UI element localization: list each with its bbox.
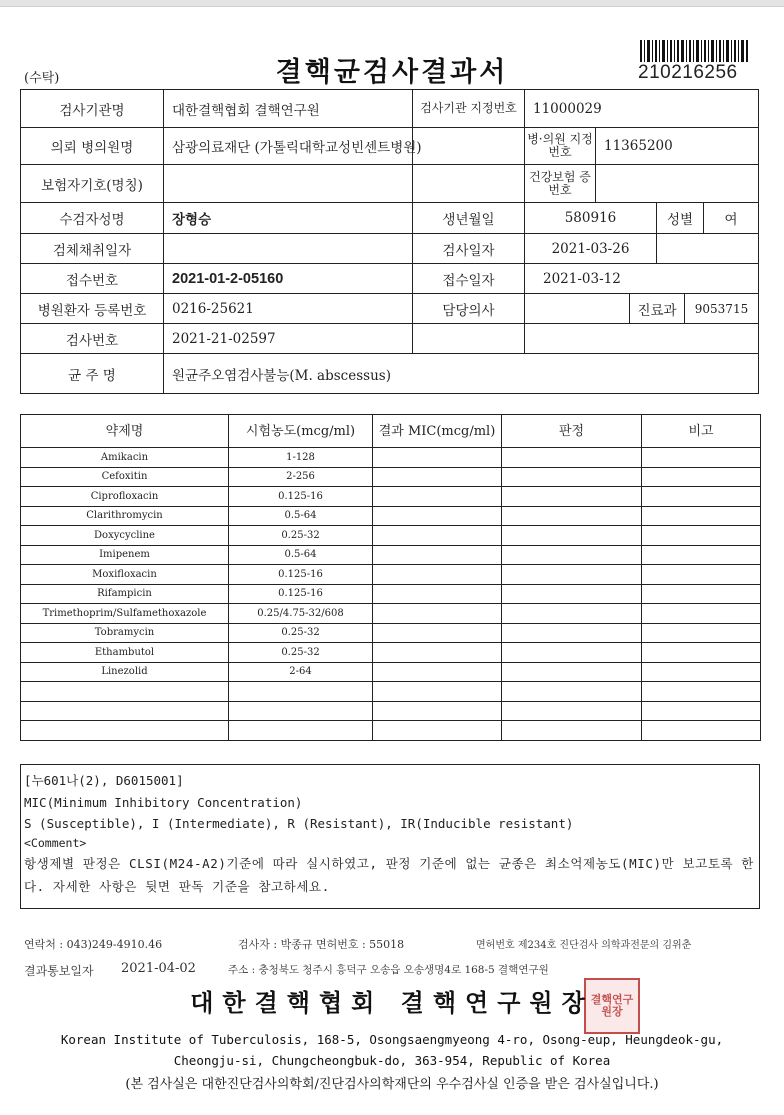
remarks-cell xyxy=(642,682,761,702)
judgement-cell xyxy=(502,565,642,585)
patient-name-label: 수검자성명 xyxy=(59,212,125,228)
receipt-date-value: 2021-03-12 xyxy=(543,270,621,287)
footer-phone: 연락처 : 043)249-4910.46 xyxy=(24,938,163,951)
patient-name-value: 장형승 xyxy=(172,212,212,227)
judgement-cell xyxy=(502,662,642,682)
drug-row xyxy=(21,448,761,468)
mic-result-cell xyxy=(373,467,502,487)
doctor-label: 담당의사 xyxy=(442,302,495,319)
notes-legend: S (Susceptible), I (Intermediate), R (Resistant), IR(Inducible resistant) xyxy=(24,816,574,831)
hospital-reg-label: 병원환자 등록번호 xyxy=(37,302,147,319)
page-title: 결핵균검사결과서 xyxy=(275,57,509,88)
remarks-cell xyxy=(642,701,761,721)
mic-result-cell xyxy=(373,662,502,682)
mic-result-cell xyxy=(373,448,502,468)
remarks-cell xyxy=(642,545,761,565)
barcode-graphic xyxy=(640,40,748,62)
header-remarks: 비고 xyxy=(642,415,761,448)
drug-name-cell xyxy=(21,682,229,702)
remarks-cell xyxy=(642,487,761,507)
footer-specialist: 면허번호 제234호 진단검사 의학과전문의 김위춘 xyxy=(476,940,692,951)
judgement-cell xyxy=(502,604,642,624)
insurer-value xyxy=(164,165,524,202)
drug-row xyxy=(21,604,761,624)
footer-examiner: 검사자 : 박종규 면허번호 : 55018 xyxy=(238,938,405,951)
drug-name-cell: Linezolid xyxy=(21,662,229,682)
drug-name-cell xyxy=(21,701,229,721)
receipt-date-label: 접수일자 xyxy=(442,272,495,289)
mic-result-cell xyxy=(373,682,502,702)
mic-result-cell xyxy=(373,565,502,585)
header-drug: 약제명 xyxy=(21,415,229,448)
sex-value: 여 xyxy=(724,212,738,228)
remarks-cell xyxy=(642,467,761,487)
test-range-cell xyxy=(229,682,373,702)
test-range-cell: 0.25-32 xyxy=(229,643,373,663)
drug-name-cell: Cefoxitin xyxy=(21,467,229,487)
english-address-line1: Korean Institute of Tuberculosis, 168-5, Osongsaengmyeong 4-ro, Osong-eup, Heungdeok-gu, xyxy=(60,1032,724,1047)
notes-box xyxy=(20,764,760,909)
collect-date-value xyxy=(164,234,412,263)
notes-code: [누601나(2), D6015001] xyxy=(24,773,184,788)
remarks-cell xyxy=(642,506,761,526)
judgement-cell xyxy=(502,448,642,468)
dept-value: 9053715 xyxy=(694,301,749,316)
drug-name-cell xyxy=(21,721,229,741)
test-no-label: 검사번호 xyxy=(65,332,119,349)
test-range-cell xyxy=(229,721,373,741)
footer-address: 주소 : 충청북도 청주시 흥덕구 오송읍 오송생명4로 168-5 결핵연구원 xyxy=(228,964,549,976)
sex-label: 성별 xyxy=(666,212,694,228)
info-grid xyxy=(20,89,759,394)
drug-name-cell: Tobramycin xyxy=(21,623,229,643)
lab-name-label: 검사기관명 xyxy=(59,102,125,119)
drug-row xyxy=(21,467,761,487)
mic-result-cell xyxy=(373,604,502,624)
drug-row xyxy=(21,701,761,721)
test-range-cell: 0.125-16 xyxy=(229,565,373,585)
clinic-code-value: 11365200 xyxy=(604,138,673,154)
test-range-cell: 0.125-16 xyxy=(229,584,373,604)
mic-result-cell xyxy=(373,545,502,565)
drug-name-cell: Imipenem xyxy=(21,545,229,565)
drug-row xyxy=(21,526,761,546)
mic-result-cell xyxy=(373,701,502,721)
test-range-cell: 0.25-32 xyxy=(229,623,373,643)
drug-row xyxy=(21,721,761,741)
judgement-cell xyxy=(502,643,642,663)
drug-row xyxy=(21,643,761,663)
drug-row xyxy=(21,682,761,702)
english-address-line2: Cheongju-si, Chungcheongbuk-do, 363-954, Republic of Korea xyxy=(173,1053,611,1068)
drug-table xyxy=(20,414,761,741)
mic-result-cell xyxy=(373,526,502,546)
receipt-label: (수탁) xyxy=(24,71,60,86)
certification-note: (본 검사실은 대한진단검사의학회/진단검사의학재단의 우수검사실 인증을 받은 검사실입니다.) xyxy=(125,1077,659,1092)
judgement-cell xyxy=(502,623,642,643)
mic-result-cell xyxy=(373,623,502,643)
footer-report-date-label: 결과통보일자 xyxy=(24,964,94,978)
insurer-label: 보험자기호(명칭) xyxy=(41,177,143,194)
test-range-cell xyxy=(229,701,373,721)
seal-text: 결핵연구원장 xyxy=(590,993,634,1018)
drug-name-cell: Trimethoprim/Sulfamethoxazole xyxy=(21,604,229,624)
collect-date-label: 검체채취일자 xyxy=(52,242,132,259)
judgement-cell xyxy=(502,526,642,546)
drug-row xyxy=(21,662,761,682)
doctor-value xyxy=(525,294,629,323)
drug-name-cell: Ethambutol xyxy=(21,643,229,663)
judgement-cell xyxy=(502,721,642,741)
test-range-cell: 0.5-64 xyxy=(229,545,373,565)
test-date-label: 검사일자 xyxy=(442,242,495,259)
header-judgement: 판정 xyxy=(502,415,642,448)
mic-result-cell xyxy=(373,643,502,663)
remarks-cell xyxy=(642,721,761,741)
judgement-cell xyxy=(502,545,642,565)
mic-result-cell xyxy=(373,506,502,526)
drug-row xyxy=(21,565,761,585)
judgement-cell xyxy=(502,682,642,702)
clinic-value: 삼광의료재단 (가톨릭대학교성빈센트병원) xyxy=(172,140,422,156)
remarks-cell xyxy=(642,565,761,585)
lab-code-value: 11000029 xyxy=(533,100,602,117)
test-range-cell: 2-256 xyxy=(229,467,373,487)
drug-row xyxy=(21,487,761,507)
drug-row xyxy=(21,506,761,526)
test-range-cell: 0.25-32 xyxy=(229,526,373,546)
test-date-value: 2021-03-26 xyxy=(551,240,630,257)
lab-name-value: 대한결핵협회 결핵연구원 xyxy=(172,102,320,119)
test-range-cell: 0.5-64 xyxy=(229,506,373,526)
remarks-cell xyxy=(642,623,761,643)
judgement-cell xyxy=(502,487,642,507)
drug-name-cell: Rifampicin xyxy=(21,584,229,604)
drug-name-cell: Moxifloxacin xyxy=(21,565,229,585)
mic-result-cell xyxy=(373,584,502,604)
mic-result-cell xyxy=(373,487,502,507)
hospital-reg-value: 0216-25621 xyxy=(172,300,254,317)
test-range-cell: 0.25/4.75-32/608 xyxy=(229,604,373,624)
judgement-cell xyxy=(502,701,642,721)
clinic-label: 의뢰 병의원명 xyxy=(50,140,134,156)
drug-name-cell: Amikacin xyxy=(21,448,229,468)
remarks-cell xyxy=(642,584,761,604)
judgement-cell xyxy=(502,467,642,487)
remarks-cell xyxy=(642,662,761,682)
notes-comment-label: <Comment> xyxy=(24,835,87,850)
dept-label: 진료과 xyxy=(637,302,677,319)
drug-row xyxy=(21,584,761,604)
remarks-cell xyxy=(642,604,761,624)
health-insurance-label: 건강보험 증번호 xyxy=(529,169,591,197)
notes-mic: MIC(Minimum Inhibitory Concentration) xyxy=(24,794,303,810)
test-range-cell: 0.125-16 xyxy=(229,487,373,507)
notes-comment: 항생제별 판정은 CLSI(M24-A2)기준에 따라 실시하였고, 판정 기준에 없는 균종은 최소억제농도(MIC)만 보고토록 한다. 자세한 사항은 뒷면 판독 기준을 참고하세요. xyxy=(24,855,754,894)
birth-label: 생년월일 xyxy=(442,212,495,228)
drug-name-cell: Clarithromycin xyxy=(21,506,229,526)
health-insurance-value xyxy=(596,165,758,202)
remarks-cell xyxy=(642,643,761,663)
birth-value: 580916 xyxy=(564,210,617,226)
drug-name-cell: Doxycycline xyxy=(21,526,229,546)
footer-report-date: 2021-04-02 xyxy=(121,961,196,976)
test-range-cell: 2-64 xyxy=(229,662,373,682)
header-mic: 결과 MIC(mcg/ml) xyxy=(373,415,502,448)
test-no-value: 2021-21-02597 xyxy=(172,330,276,347)
judgement-cell xyxy=(502,584,642,604)
barcode-number: 210216256 xyxy=(638,62,738,83)
organism-value: 원균주오염검사불능(M. abscessus) xyxy=(172,367,391,384)
drug-row xyxy=(21,545,761,565)
drug-table-header xyxy=(21,415,761,448)
receipt-no-value: 2021-01-2-05160 xyxy=(172,270,284,287)
remarks-cell xyxy=(642,448,761,468)
test-range-cell: 1-128 xyxy=(229,448,373,468)
lab-code-label: 검사기관 지정번호 xyxy=(420,101,517,115)
mic-result-cell xyxy=(373,721,502,741)
org-signature: 대한결핵협회 결핵연구원장 xyxy=(190,988,594,1017)
header-range: 시험농도(mcg/ml) xyxy=(229,415,373,448)
organism-label: 균 주 명 xyxy=(68,367,116,384)
remarks-cell xyxy=(642,526,761,546)
clinic-code-label: 병·의원 지정번호 xyxy=(527,132,593,159)
drug-name-cell: Ciprofloxacin xyxy=(21,487,229,507)
receipt-no-label: 접수번호 xyxy=(65,272,119,289)
judgement-cell xyxy=(502,506,642,526)
drug-row xyxy=(21,623,761,643)
top-border xyxy=(0,0,784,7)
